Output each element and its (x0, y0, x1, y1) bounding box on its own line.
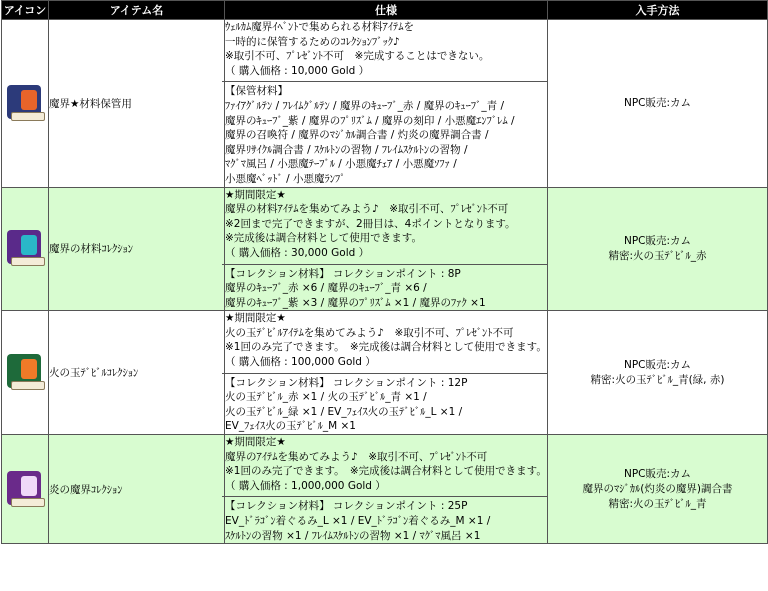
spec-line: ﾏｸﾞﾏ風呂 / 小悪魔ﾃｰﾌﾞﾙ / 小悪魔ﾁｪｱ / 小悪魔ｿﾌｧ / (225, 158, 457, 171)
spec-block (225, 20, 547, 78)
spec-line: （ 購入価格 : 30,000 Gold ） (225, 246, 370, 259)
table-row (2, 187, 768, 311)
obtain-line: 精密:火の玉ﾃﾞﾋﾞﾙ_青 (608, 497, 707, 510)
spec-line: 魔界ﾘｻｲｸﾙ調合書 / ｽｹﾙﾄﾝの習物 / ﾌﾚｲﾑｽｹﾙﾄﾝの習物 / (225, 143, 468, 156)
spec-line: EV_ﾄﾞﾗｺﾞﾝ着ぐるみ_L ×1 / EV_ﾄﾞﾗｺﾞﾝ着ぐるみ_M ×1 / (225, 515, 491, 527)
spec-line: 火の玉ﾃﾞﾋﾞﾙ_赤 ×1 / 火の玉ﾃﾞﾋﾞﾙ_青 ×1 / (225, 391, 427, 404)
item-name: 炎の魔界ｺﾚｸｼｮﾝ (49, 435, 225, 544)
spec-block (222, 496, 549, 543)
item-name: 魔界の材料ｺﾚｸｼｮﾝ (49, 187, 225, 311)
item-table (1, 0, 768, 544)
table-row (2, 311, 768, 435)
spec-line: 魔界の材料ｱｲﾃﾑを集めてみよう♪ ※取引不可、ﾌﾟﾚｾﾞﾝﾄ不可 (225, 203, 509, 216)
obtain-line: NPC販売:カム (623, 96, 692, 109)
spec-line: ﾌｧｲｱｸﾞﾙﾃﾝ / ﾌﾚｲﾑｸﾞﾙﾃﾝ / 魔界のｷｭｰﾌﾞ_赤 / 魔界のｷｭｰﾌﾞ_青 / (225, 99, 505, 112)
table-row (2, 20, 768, 188)
item-obtain (548, 435, 768, 544)
obtain-line: NPC販売:カム (623, 358, 692, 371)
spec-line: 【保管材料】 (225, 85, 288, 98)
obtain-line: 精密:火の玉ﾃﾞﾋﾞﾙ_赤 (608, 249, 707, 262)
item-spec (225, 311, 548, 435)
spec-line: ※2回まで完了できますが、2冊目は、4ポイントとなります。 (225, 217, 516, 230)
spec-line: ※取引不可、ﾌﾟﾚｾﾞﾝﾄ不可 ※完成することはできない。 (225, 50, 490, 63)
obtain-line: NPC販売:カム (623, 467, 692, 480)
spec-block (222, 264, 549, 311)
flame-demon-book-icon (5, 468, 45, 508)
item-spec (225, 187, 548, 311)
icon-cell (2, 20, 49, 188)
spec-line: 小悪魔ﾍﾞｯﾄﾞ / 小悪魔ﾗﾝﾌﾟ (225, 172, 346, 185)
spec-line: 火の玉ﾃﾞﾋﾞﾙ_緑 ×1 / EV_ﾌｪｲｽ火の玉ﾃﾞﾋﾞﾙ_L ×1 / (225, 405, 463, 418)
storage-book-icon (5, 82, 45, 122)
spec-block (222, 373, 549, 434)
spec-line: （ 購入価格 : 10,000 Gold ） (225, 64, 370, 77)
fireball-devil-book-icon (5, 351, 45, 391)
spec-line: 魔界のｷｭｰﾌﾞ_赤 ×6 / 魔界のｷｭｰﾌﾞ_青 ×6 / (225, 282, 427, 295)
spec-block (222, 81, 549, 186)
header-obtain: 入手方法 (548, 1, 768, 20)
spec-line: 【コレクション材料】 コレクションポイント : 12P (225, 376, 468, 389)
spec-line: 火の玉ﾃﾞﾋﾞﾙｱｲﾃﾑを集めてみよう♪ ※取引不可、ﾌﾟﾚｾﾞﾝﾄ不可 (225, 326, 514, 339)
obtain-line: 魔界のﾏｼﾞｶﾙ(灼炎の魔界)調合書 (582, 482, 733, 495)
table-row (2, 435, 768, 544)
icon-cell (2, 187, 49, 311)
item-obtain (548, 311, 768, 435)
spec-line: 魔界のｷｭｰﾌﾞ_紫 ×3 / 魔界のﾌﾟﾘｽﾞﾑ ×1 / 魔界のﾌｧｸ ×1 (225, 296, 486, 309)
header-row (2, 1, 768, 20)
header-name: アイテム名 (49, 1, 225, 20)
item-spec (225, 20, 548, 188)
spec-line: （ 購入価格 : 1,000,000 Gold ） (225, 479, 386, 492)
spec-line: ★期間限定★ (225, 188, 286, 201)
spec-line: ※1回のみ完了できます。 ※完成後は調合材料として使用できます。 (225, 341, 547, 354)
icon-cell (2, 435, 49, 544)
spec-line: 【コレクション材料】 コレクションポイント : 25P (225, 500, 468, 513)
header-spec: 仕様 (225, 1, 548, 20)
spec-line: （ 購入価格 : 100,000 Gold ） (225, 356, 376, 369)
spec-line: 【コレクション材料】 コレクションポイント : 8P (225, 267, 461, 280)
spec-line: ★期間限定★ (225, 312, 286, 325)
header-icon: アイコン (2, 1, 49, 20)
obtain-line: 精密:火の玉ﾃﾞﾋﾞﾙ_青(緑, 赤) (590, 373, 725, 386)
spec-block (225, 311, 547, 369)
item-name: 火の玉ﾃﾞﾋﾞﾙｺﾚｸｼｮﾝ (49, 311, 225, 435)
spec-line: ｳｪﾙｶﾑ魔界ｲﾍﾞﾝﾄで集められる材料ｱｲﾃﾑを (225, 21, 414, 33)
item-name: 魔界★材料保管用 (49, 20, 225, 188)
item-spec (225, 435, 548, 544)
item-obtain (548, 20, 768, 188)
obtain-line: NPC販売:カム (623, 234, 692, 247)
spec-line: ※完成後は調合材料として使用できます。 (225, 232, 422, 245)
spec-block (225, 435, 547, 493)
spec-line: 一時的に保管するためのｺﾚｸｼｮﾝﾌﾞｯｸ♪ (225, 35, 400, 48)
spec-line: ※1回のみ完了できます。 ※完成後は調合材料として使用できます。 (225, 465, 547, 478)
material-collection-book-icon (5, 227, 45, 267)
icon-cell (2, 311, 49, 435)
spec-block (225, 188, 547, 261)
spec-line: EV_ﾌｪｲｽ火の玉ﾃﾞﾋﾞﾙ_M ×1 (225, 420, 356, 433)
spec-line: 魔界のｷｭｰﾌﾞ_紫 / 魔界のﾌﾟﾘｽﾞﾑ / 魔界の刻印 / 小悪魔ｴﾝﾌﾞﾚﾑ / (225, 114, 515, 127)
spec-line: ｽｹﾙﾄﾝの習物 ×1 / ﾌﾚｲﾑｽｹﾙﾄﾝの習物 ×1 / ﾏｸﾞﾏ風呂 ×1 (225, 529, 481, 542)
spec-line: 魔界の召喚符 / 魔界のﾏｼﾞｶﾙ調合書 / 灼炎の魔界調合書 / (225, 129, 489, 142)
spec-line: 魔界のｱｲﾃﾑを集めてみよう♪ ※取引不可、ﾌﾟﾚｾﾞﾝﾄ不可 (225, 450, 488, 463)
spec-line: ★期間限定★ (225, 436, 286, 449)
item-obtain (548, 187, 768, 311)
